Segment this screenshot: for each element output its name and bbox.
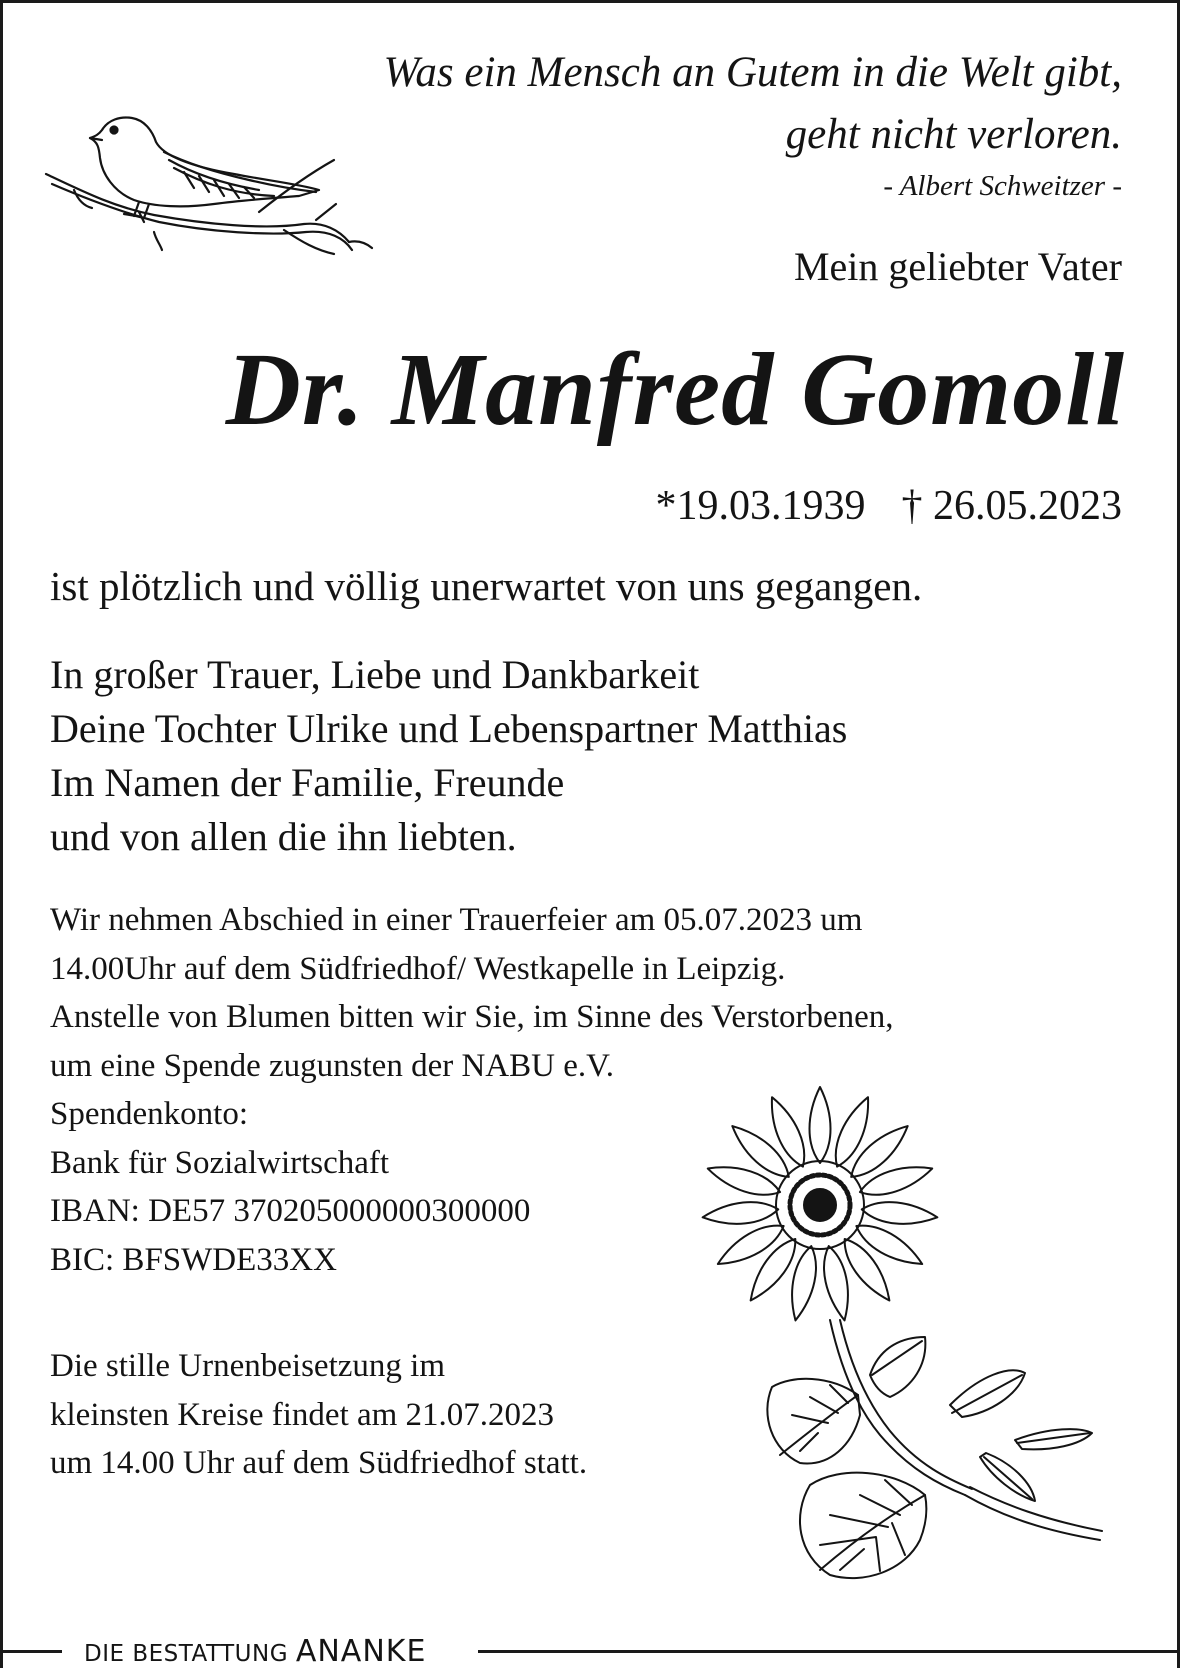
service-line: um eine Spende zugunsten der NABU e.V.: [50, 1047, 614, 1084]
death-date: † 26.05.2023: [901, 483, 1122, 529]
bird-illustration: [44, 112, 374, 272]
bic: BIC: BFSWDE33XX: [50, 1241, 337, 1278]
footer-rule-left: [0, 1650, 62, 1653]
mourners-line: Im Namen der Familie, Freunde: [50, 760, 565, 805]
quote: [384, 42, 1122, 166]
burial-line: Die stille Urnenbeisetzung im: [50, 1348, 445, 1384]
announcement: ist plötzlich und völlig unerwartet von uns gegangen.: [50, 563, 923, 609]
quote-author: - Albert Schweitzer -: [883, 170, 1122, 202]
mourners-line: Deine Tochter Ulrike und Lebenspartner Matthias: [50, 706, 848, 751]
intro-text: Mein geliebter Vater: [793, 244, 1122, 289]
quote-line-1: Was ein Mensch an Gutem in die Welt gibt,: [383, 49, 1122, 96]
sunflower-illustration: [680, 1075, 1110, 1595]
mourners-block: [50, 648, 847, 864]
deceased-name: Dr. Manfred Gomoll: [225, 332, 1125, 447]
service-line: 14.00Uhr auf dem Südfriedhof/ Westkapelle in Leipzig.: [50, 950, 786, 987]
mourners-line: In großer Trauer, Liebe und Dankbarkeit: [50, 652, 700, 697]
footer-prefix: DIE BESTATTUNG: [84, 1641, 289, 1667]
burial-line: um 14.00 Uhr auf dem Südfriedhof statt.: [50, 1445, 588, 1481]
footer-rule-right: [478, 1650, 1180, 1653]
mourners-line: und von allen die ihn liebten.: [50, 814, 517, 859]
burial-line: kleinsten Kreise findet am 21.07.2023: [50, 1396, 555, 1433]
donation-heading: Spendenkonto:: [50, 1096, 248, 1132]
service-line: Wir nehmen Abschied in einer Trauerfeier am 05.07.2023 um: [50, 902, 863, 938]
life-dates: [656, 482, 1123, 530]
footer-brand: ANANKE: [295, 1634, 427, 1669]
iban: IBAN: DE57 370205000000300000: [50, 1193, 531, 1229]
birth-date: *19.03.1939: [655, 483, 866, 529]
footer: [0, 1632, 1180, 1668]
quote-line-2: geht nicht verloren.: [785, 111, 1122, 158]
bank-name: Bank für Sozialwirtschaft: [50, 1144, 390, 1181]
burial-info: [50, 1342, 587, 1488]
funeral-home-label: [84, 1634, 426, 1669]
service-line: Anstelle von Blumen bitten wir Sie, im Sinne des Verstorbenen,: [50, 999, 894, 1035]
